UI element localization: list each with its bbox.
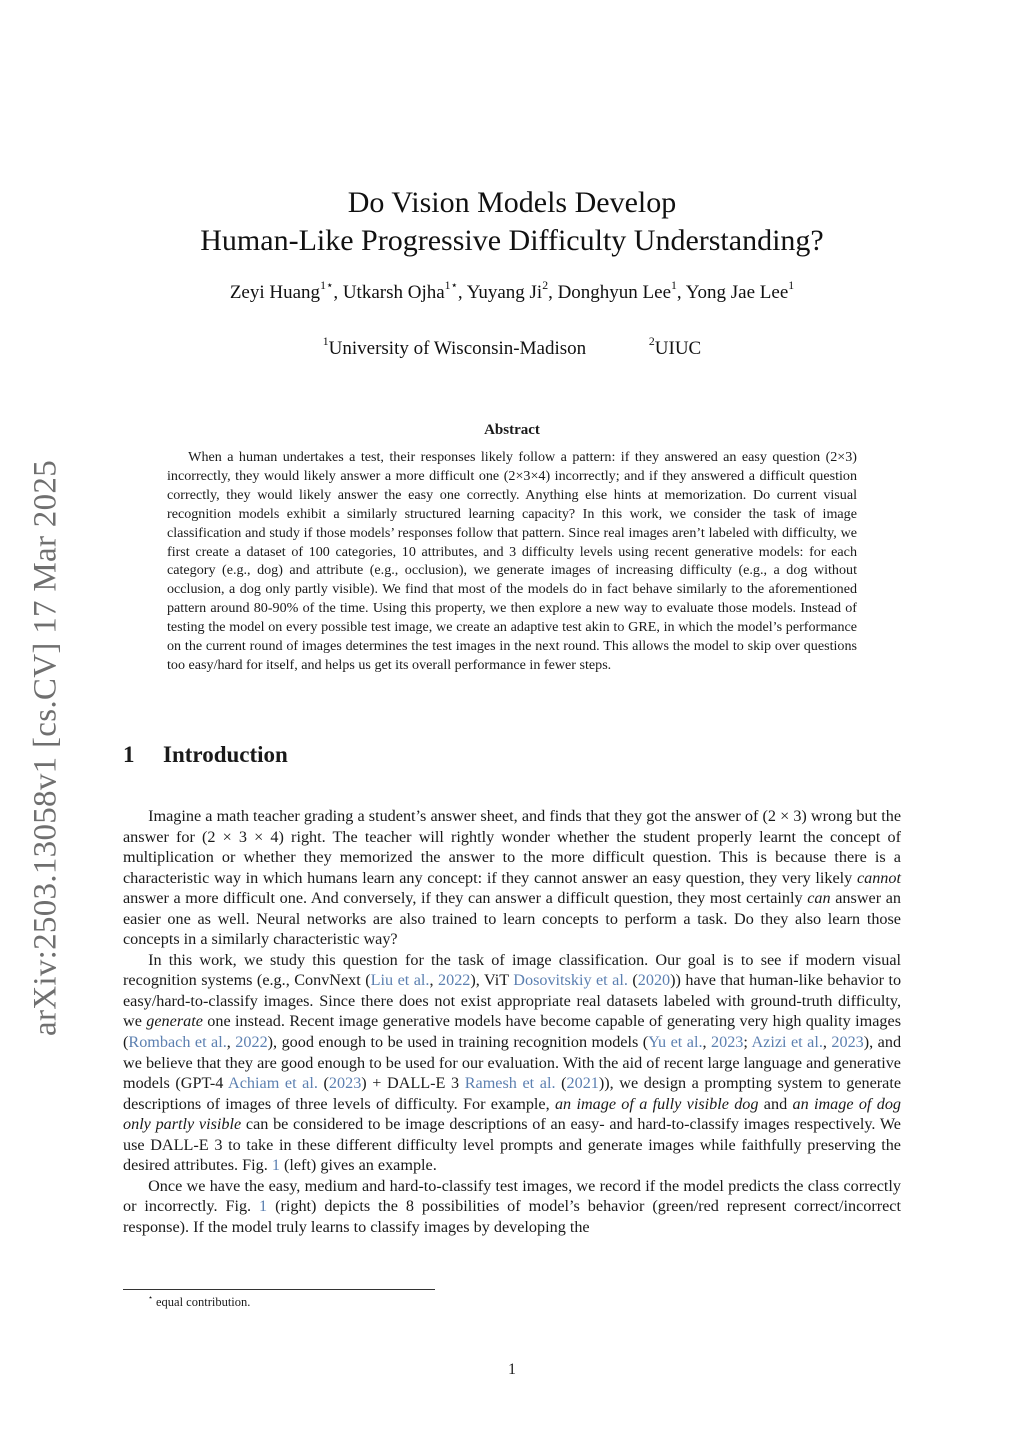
section-number: 1 (123, 742, 135, 767)
section-title: Introduction (163, 742, 288, 767)
citation-year-link[interactable]: 2020 (637, 971, 671, 990)
text-run: , (702, 1033, 712, 1052)
citation-year-link[interactable]: 2023 (328, 1074, 362, 1093)
text-run: , (429, 971, 438, 990)
citation-link[interactable]: Azizi et al. (751, 1033, 823, 1052)
text-run: answer an easier one as well. Neural networks are also trained to learn concepts to perform a task. Do they also learn those concepts in a similarly characteristic way? (123, 889, 901, 949)
author-affiliation-mark: 1⋆ (444, 278, 458, 292)
paper-title (0, 184, 1024, 260)
citation-link[interactable]: Ramesh et al. (464, 1074, 556, 1093)
citation-link[interactable]: Yu et al. (648, 1033, 703, 1052)
citation-year-link[interactable]: 2021 (566, 1074, 599, 1093)
text-run: and (758, 1094, 793, 1113)
citation-year-link[interactable]: 2023 (711, 1033, 744, 1052)
text-run: one instead. Recent image generative models have become capable of generating very high quality images ( (123, 1012, 901, 1052)
footnote-divider (123, 1289, 435, 1290)
title-line-1: Do Vision Models Develop (347, 186, 677, 219)
citation-link[interactable]: Rombach et al. (128, 1033, 227, 1052)
author-affiliation-mark: 1 (671, 278, 677, 292)
text-run: ( (555, 1074, 567, 1093)
citation-year-link[interactable]: 2022 (235, 1033, 268, 1052)
text-run: can be considered to be image descriptions of an easy- and hard-to-classify images respectively. We use DALL-E 3 to take in these different difficulty level prompts and generate images while faithfully preserving the desired attributes. Fig. (123, 1115, 901, 1175)
title-line-2: Human-Like Progressive Difficulty Understanding? (200, 224, 824, 257)
text-run: ), ViT (470, 971, 514, 990)
text-run: (left) gives an example. (279, 1156, 437, 1175)
paragraph (123, 1176, 901, 1238)
text-run: ; (743, 1033, 752, 1052)
footnote-mark: ⋆ (148, 1292, 153, 1302)
citation-link[interactable]: Achiam et al. (228, 1074, 318, 1093)
citation-year-link[interactable]: 2022 (438, 971, 471, 990)
affiliation-mark: 2 (648, 334, 655, 348)
text-run: (right) depicts the 8 possibilities of model’s behavior (green/red represent correct/incorrect response). If the model truly learns to classify images by developing the (123, 1197, 901, 1236)
footnote (148, 1292, 251, 1310)
text-run: ( (317, 1074, 329, 1093)
author-affiliation-mark: 1 (788, 278, 795, 292)
affiliation-list (0, 334, 1024, 360)
emphasis: can (807, 889, 831, 908)
author-name: Utkarsh Ojha (342, 282, 445, 303)
section-heading (123, 742, 288, 768)
author-name: Donghyun Lee (557, 282, 672, 303)
text-run: ( (627, 971, 638, 990)
affiliation-mark: 1 (322, 334, 329, 348)
abstract-text: When a human undertakes a test, their responses likely follow a pattern: if they answered an easy question (2×3) incorrectly, they would likely answer a more difficult one (2×3×4) incorrectly; and if they answered a difficult question correctly, they would likely answer the easy one correctly. Anything else hints at memorization. Do current visual recognition models exhibit a similarly structured learning capacity? In this work, we consider the task of image classification and study if those models’ responses follow that pattern. Since real images aren’t labeled with difficulty, we first create a dataset of 100 categories, 10 attributes, and 3 difficulty levels using recent generative models: for each category (e.g., dog) and attribute (e.g., occlusion), we generate images of increasing difficulty (e.g., a dog without occlusion, a dog only partly visible). We find that most of the models do in fact behave similarly to the aforementioned pattern around 80-90% of the time. Using this property, we then explore a new way to evaluate those models. Instead of testing the model on every possible test image, we create an adaptive test akin to GRE, in which the model’s performance on the current round of images determines the test images in the next round. This allows the model to skip over questions too easy/hard for itself, and helps us get its overall performance in fewer steps. (167, 449, 857, 673)
text-run: ), and we believe that they are good enough to be used for our evaluation. With the aid of recent large language and generative models (GPT-4 (123, 1033, 902, 1093)
affiliation (322, 334, 587, 360)
text-run: In this work, we study this question for the task of image classification. Our goal is to see if modern visual recognition systems (e.g., ConvNext ( (123, 950, 901, 990)
author-name: Yong Jae Lee (685, 282, 789, 303)
text-run: Imagine a math teacher grading a student’s answer sheet, and finds that they got the answer of (2 × 3) wrong but the answer for (2 × 3 × 4) right. The teacher will rightly wonder whether the student properly learnt the concept of multiplication or whether they memorized the answer to the more difficult question. This is because there is a characteristic way in which humans learn any concept: if they cannot answer an easy question, they very likely (123, 807, 901, 887)
citation-link[interactable]: Liu et al. (370, 971, 430, 990)
text-run: )) have that human-like behavior to easy/hard-to-classify images. Since there does not exist appropriate real datasets labeled with ground-truth difficulty, we (123, 971, 902, 1031)
text-run: , (822, 1033, 832, 1052)
paragraph (123, 806, 901, 950)
author-name: Yuyang Ji (466, 282, 543, 303)
text-run: ), good enough to be used in training recognition models ( (267, 1033, 649, 1052)
affiliation-name: UIUC (654, 338, 702, 359)
citation-link[interactable]: Dosovitskiy et al. (513, 971, 628, 990)
text-run: answer a more difficult one. And conversely, if they can answer a difficult question, they most certainly (123, 889, 808, 908)
author-affiliation-mark: 1⋆ (320, 278, 334, 292)
paragraph (123, 950, 901, 1176)
introduction-body (123, 806, 901, 1237)
emphasis: an image of dog only partly visible (123, 1094, 902, 1134)
text-run: Once we have the easy, medium and hard-to-classify test images, we record if the model predicts the class correctly or incorrectly. Fig. (123, 1176, 901, 1216)
figure-reference-link[interactable]: 1 (259, 1197, 268, 1216)
emphasis: cannot (856, 868, 901, 887)
affiliation-name: University of Wisconsin-Madison (328, 338, 587, 359)
text-run: , (226, 1033, 236, 1052)
affiliation (648, 334, 702, 360)
footnote-text: equal contribution. (152, 1295, 251, 1309)
page-number: 1 (508, 1361, 516, 1378)
text-run: ) + DALL-E 3 (361, 1074, 465, 1093)
arxiv-identifier: arXiv:2503.13058v1 [cs.CV] 17 Mar 2025 (27, 460, 64, 1036)
citation-year-link[interactable]: 2023 (831, 1033, 864, 1052)
text-run: )), we design a prompting system to generate descriptions of images of three levels of difficulty. For example, (123, 1074, 902, 1113)
author-affiliation-mark: 2 (542, 278, 549, 292)
emphasis: an image of a fully visible dog (554, 1094, 759, 1113)
figure-reference-link[interactable]: 1 (271, 1156, 280, 1175)
abstract-heading: Abstract (484, 422, 540, 438)
author-name: Zeyi Huang (229, 282, 321, 303)
author-list: Zeyi Huang$^{1⋆}$, Utkarsh Ojha$^{1⋆}$, Yuyang Ji$^2$, Donghyun Lee$^1$, Yong Jae Lee$^1$ (229, 278, 795, 303)
emphasis: generate (146, 1012, 203, 1031)
